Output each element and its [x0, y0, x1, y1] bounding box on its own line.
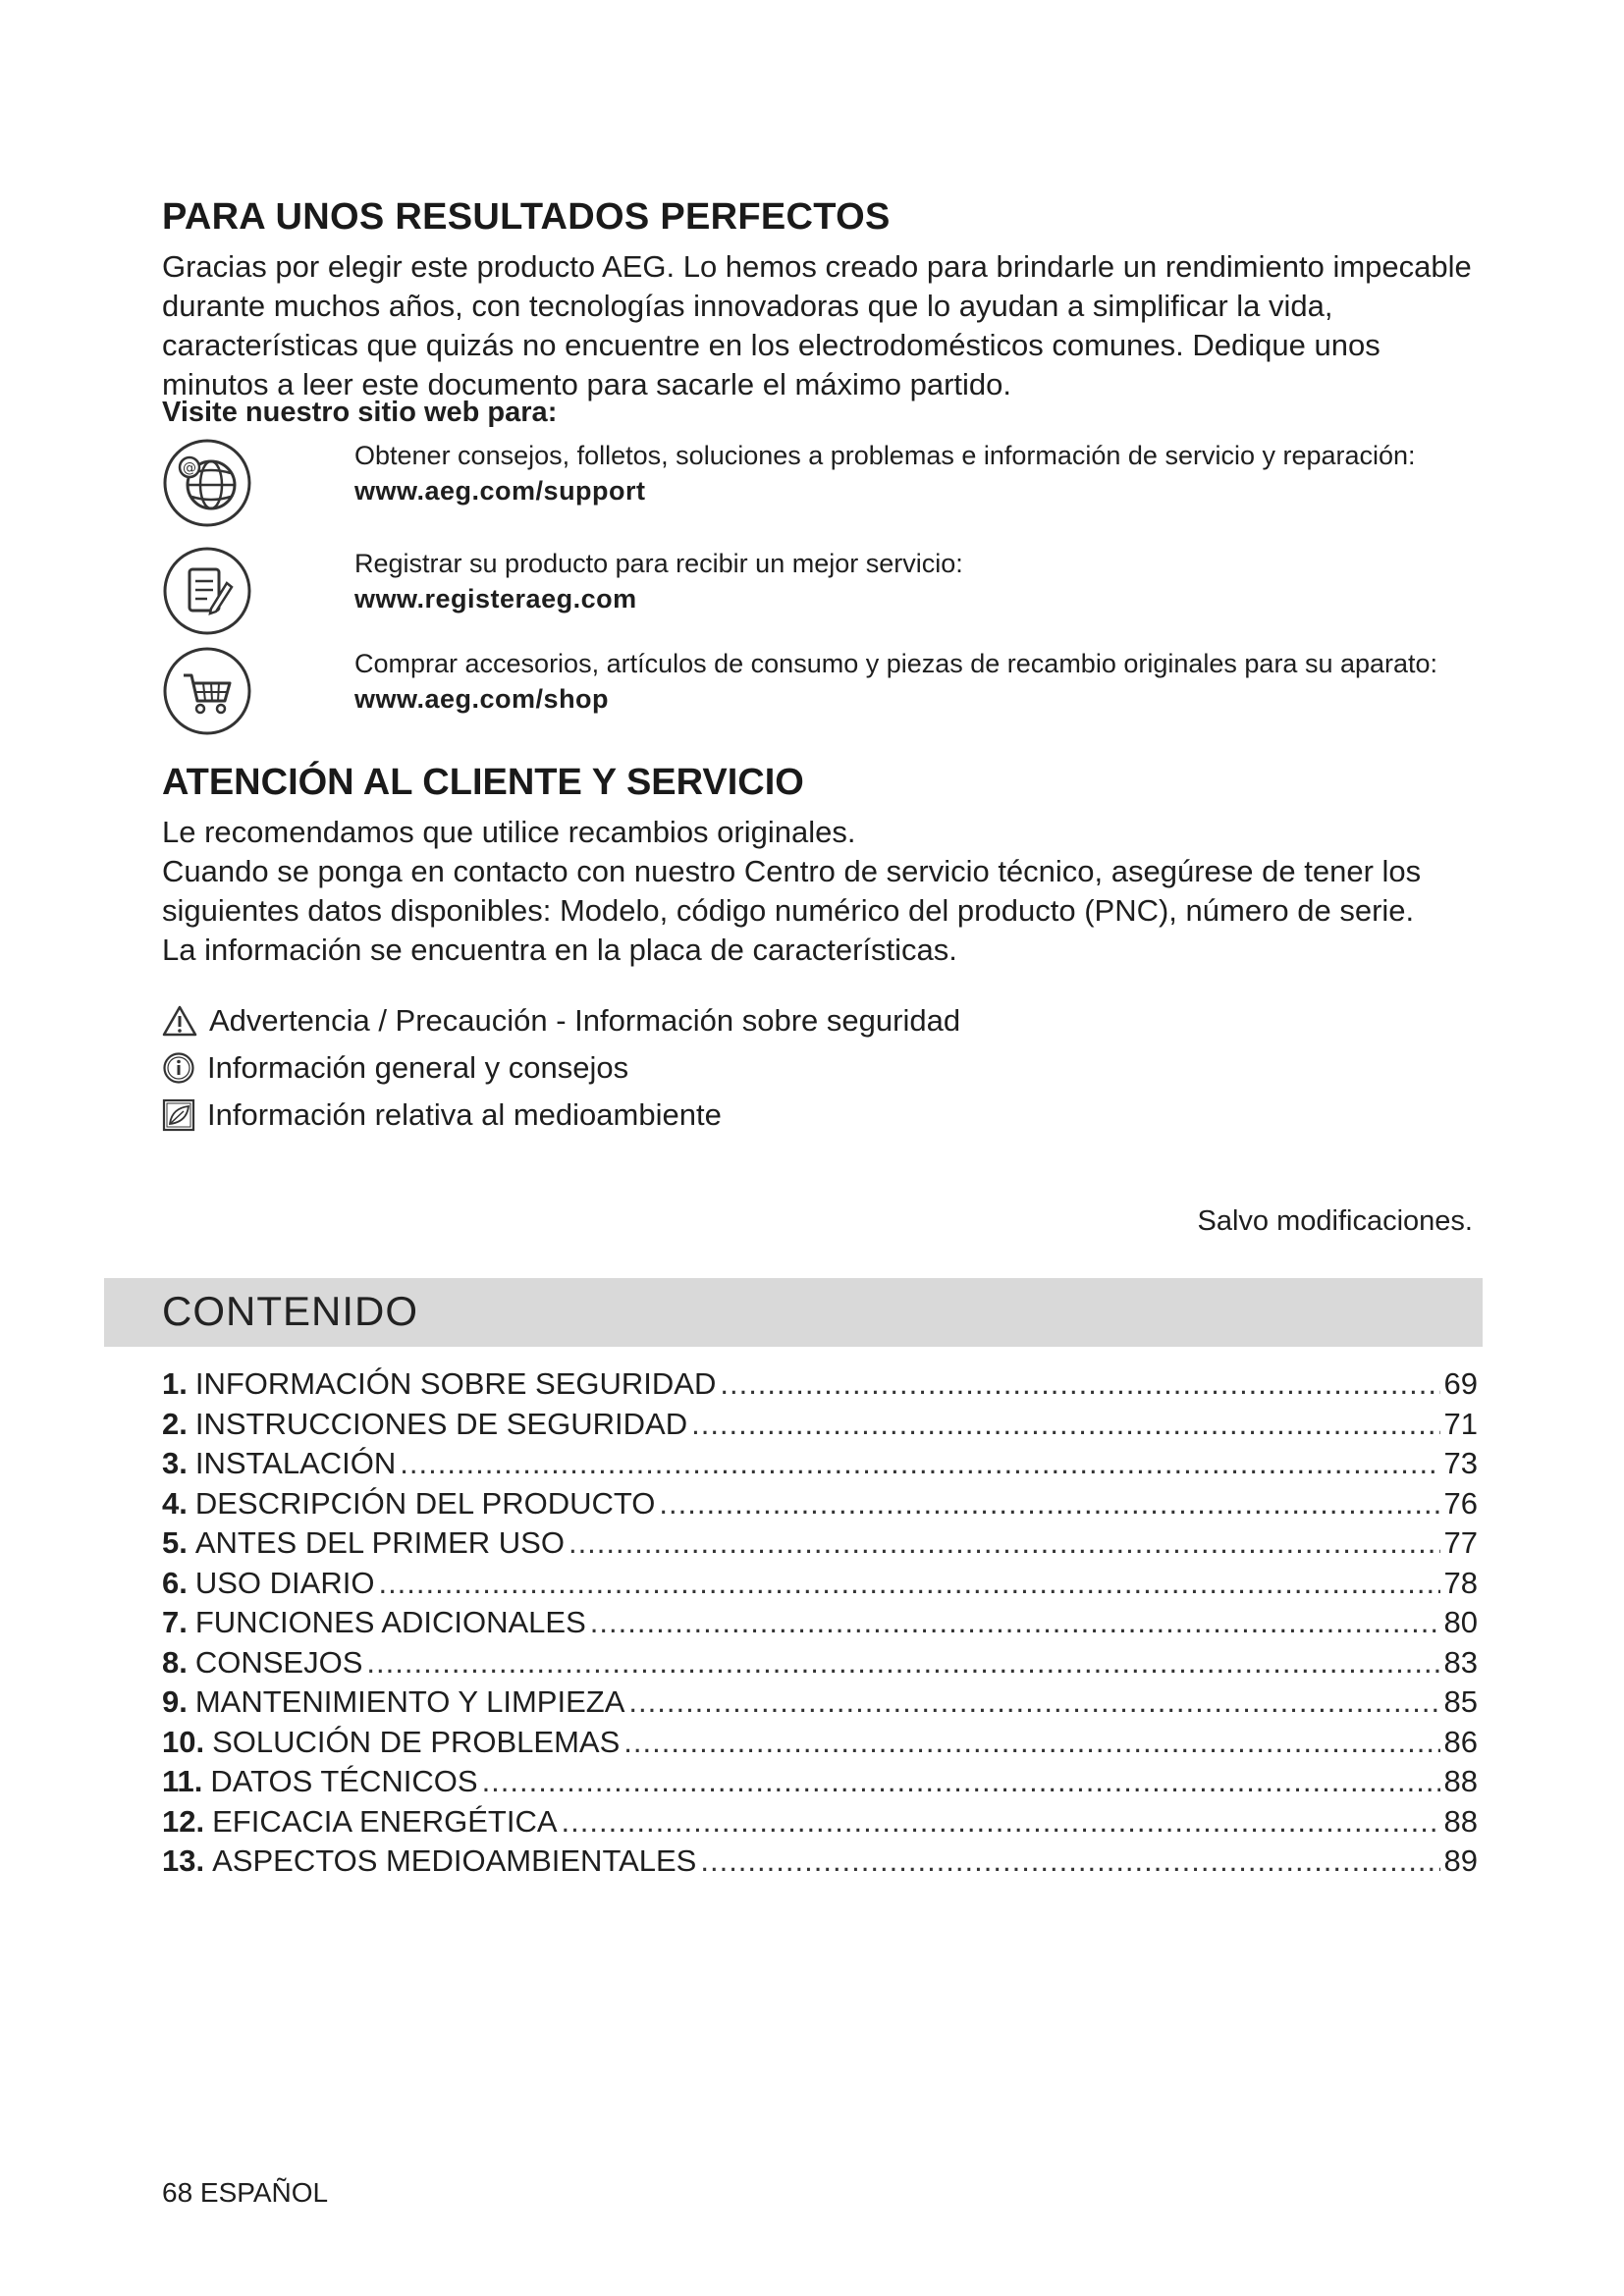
- shop-description: Comprar accesorios, artículos de consumo y piezas de recambio originales para su aparato:: [354, 649, 1438, 678]
- toc-item-page: 78: [1443, 1565, 1478, 1600]
- shop-link-row: [162, 646, 1478, 754]
- toc-item[interactable]: [162, 1566, 1478, 1606]
- toc-item-page: 88: [1443, 1803, 1478, 1839]
- legend-text-warning: Advertencia / Precaución - Información sobre seguridad: [209, 1003, 961, 1038]
- register-description: Registrar su producto para recibir un mejor servicio:: [354, 549, 963, 578]
- toc-item-label: DESCRIPCIÓN DEL PRODUCTO: [194, 1485, 656, 1521]
- contents-title: CONTENIDO: [162, 1288, 418, 1334]
- toc-dot-leader: [720, 1366, 1439, 1402]
- register-icon: [162, 546, 252, 636]
- legend-item-info: [162, 1048, 628, 1088]
- support-link[interactable]: www.aeg.com/support: [354, 476, 646, 506]
- toc-item-page: 83: [1443, 1644, 1478, 1680]
- globe-icon: [162, 438, 252, 528]
- legend-text-environment: Información relativa al medioambiente: [207, 1097, 722, 1132]
- toc-item-page: 77: [1443, 1525, 1478, 1560]
- legend-text-info: Información general y consejos: [207, 1050, 629, 1085]
- toc-item-number: 4.: [162, 1485, 188, 1521]
- legend-item-warning: [162, 1001, 960, 1041]
- toc-item-number: 5.: [162, 1525, 188, 1560]
- toc-item-page: 71: [1443, 1406, 1478, 1441]
- toc-dot-leader: [691, 1407, 1439, 1442]
- toc-dot-leader: [366, 1645, 1439, 1681]
- toc-dot-leader: [623, 1725, 1439, 1760]
- toc-item-label: CONSEJOS: [194, 1644, 363, 1680]
- toc-item-label: DATOS TÉCNICOS: [210, 1764, 478, 1798]
- shopping-cart-icon: [162, 646, 252, 736]
- info-icon: [162, 1051, 195, 1085]
- toc-item-number: 6.: [162, 1565, 188, 1600]
- toc-dot-leader: [590, 1605, 1440, 1640]
- toc-item-page: 69: [1443, 1366, 1478, 1401]
- toc-item-page: 73: [1443, 1446, 1478, 1480]
- toc-dot-leader: [659, 1486, 1439, 1522]
- toc-item-label: SOLUCIÓN DE PROBLEMAS: [212, 1724, 621, 1759]
- page-footer: 68 ESPAÑOL: [162, 2177, 329, 2208]
- support-description: Obtener consejos, folletos, soluciones a problemas e información de servicio y reparación:: [354, 441, 1416, 470]
- toc-item-number: 9.: [162, 1684, 188, 1719]
- toc-item-label: ASPECTOS MEDIOAMBIENTALES: [212, 1843, 697, 1878]
- toc-item-page: 76: [1443, 1485, 1478, 1521]
- warning-icon: [162, 1004, 197, 1038]
- toc-item-page: 80: [1443, 1605, 1478, 1639]
- toc-item-label: INSTRUCCIONES DE SEGURIDAD: [194, 1406, 688, 1441]
- toc-item[interactable]: [162, 1446, 1478, 1486]
- toc-dot-leader: [562, 1804, 1440, 1840]
- legend-item-environment: [162, 1095, 722, 1135]
- toc-item[interactable]: [162, 1764, 1478, 1804]
- toc-item[interactable]: [162, 1525, 1478, 1566]
- subject-to-change-note: Salvo modificaciones.: [1197, 1205, 1473, 1237]
- toc-item-label: MANTENIMIENTO Y LIMPIEZA: [194, 1684, 625, 1719]
- intro-paragraph: Gracias por elegir este producto AEG. Lo hemos creado para brindarle un rendimiento impecable durante muchos años, con tecnologías innovadoras que lo ayudan a simplificar la vida, características que quizás no encuentre en los electrodomésticos comunes. Dedique unos minutos a leer este documento para sacarle el máximo partido.: [162, 249, 1472, 401]
- table-of-contents: [162, 1366, 1478, 1884]
- register-link[interactable]: www.registeraeg.com: [354, 584, 637, 614]
- toc-item[interactable]: [162, 1486, 1478, 1526]
- toc-dot-leader: [628, 1684, 1439, 1720]
- toc-item-number: 11.: [162, 1764, 203, 1798]
- toc-item[interactable]: [162, 1843, 1478, 1884]
- toc-item-number: 12.: [162, 1803, 205, 1839]
- visit-website-label: Visite nuestro sitio web para:: [162, 397, 558, 428]
- toc-item-label: USO DIARIO: [194, 1565, 375, 1600]
- toc-item-number: 7.: [162, 1605, 188, 1639]
- toc-item-number: 3.: [162, 1446, 188, 1480]
- toc-item-label: INSTALACIÓN: [194, 1446, 397, 1480]
- toc-item-number: 2.: [162, 1406, 188, 1441]
- toc-item[interactable]: [162, 1684, 1478, 1725]
- toc-item-page: 89: [1443, 1843, 1478, 1878]
- toc-dot-leader: [568, 1525, 1440, 1561]
- register-link-row: [162, 546, 1478, 644]
- toc-item[interactable]: [162, 1725, 1478, 1765]
- toc-item-number: 8.: [162, 1644, 188, 1680]
- toc-item[interactable]: [162, 1605, 1478, 1645]
- toc-item-label: INFORMACIÓN SOBRE SEGURIDAD: [194, 1366, 717, 1401]
- shop-link[interactable]: www.aeg.com/shop: [354, 684, 610, 714]
- service-paragraph: Le recomendamos que utilice recambios originales. Cuando se ponga en contacto con nuestro Centro de servicio técnico, asegúrese de tener los siguientes datos disponibles: Modelo, código numérico del producto (PNC), número de serie. La información se encuentra en la placa de características.: [162, 815, 1422, 967]
- section-title-perfect-results: PARA UNOS RESULTADOS PERFECTOS: [162, 196, 891, 238]
- toc-item-number: 13.: [162, 1843, 205, 1878]
- environment-icon: [162, 1098, 195, 1132]
- svg-text:@: @: [183, 460, 196, 476]
- toc-dot-leader: [400, 1446, 1439, 1481]
- toc-item[interactable]: [162, 1645, 1478, 1685]
- toc-item[interactable]: [162, 1804, 1478, 1844]
- toc-item-number: 10.: [162, 1724, 205, 1759]
- toc-item-number: 1.: [162, 1366, 188, 1401]
- toc-item[interactable]: [162, 1407, 1478, 1447]
- toc-item-label: EFICACIA ENERGÉTICA: [212, 1803, 558, 1839]
- toc-item[interactable]: [162, 1366, 1478, 1407]
- toc-dot-leader: [700, 1843, 1439, 1879]
- section-title-customer-service: ATENCIÓN AL CLIENTE Y SERVICIO: [162, 762, 804, 803]
- toc-dot-leader: [378, 1566, 1439, 1601]
- toc-dot-leader: [482, 1764, 1440, 1799]
- support-link-row: [162, 438, 1478, 546]
- toc-item-page: 88: [1443, 1764, 1478, 1798]
- toc-item-label: FUNCIONES ADICIONALES: [194, 1605, 586, 1639]
- toc-item-page: 85: [1443, 1684, 1478, 1719]
- toc-item-page: 86: [1443, 1724, 1478, 1759]
- toc-item-label: ANTES DEL PRIMER USO: [194, 1525, 565, 1560]
